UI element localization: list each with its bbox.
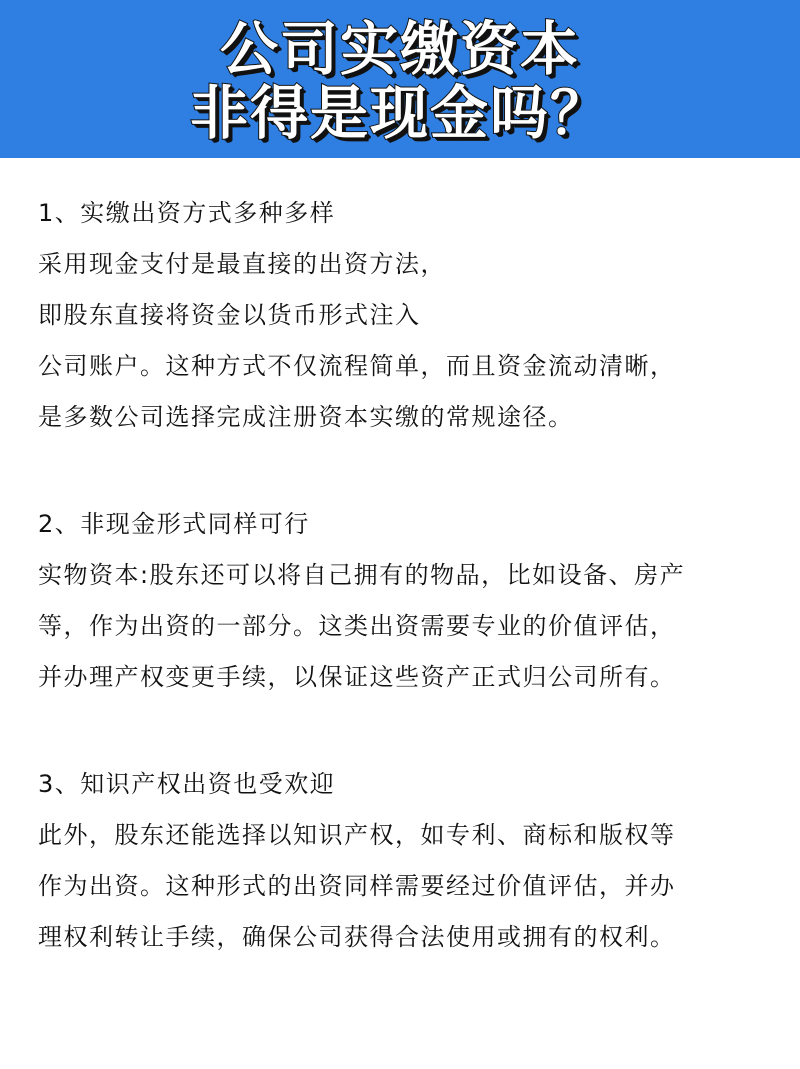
paragraph-line: 此外，股东还能选择以知识产权，如专利、商标和版权等 [38,821,676,849]
page-title-line-1: 公司实缴资本 [219,15,580,83]
paragraph-line: 并办理产权变更手续，以保证这些资产正式归公司所有。 [38,663,676,691]
paragraph-line: 实物资本:股东还可以将自己拥有的物品，比如设备、房产 [38,561,686,589]
section-cash-contribution [38,188,778,443]
section-heading: 3、知识产权出资也受欢迎 [38,770,336,798]
section-heading: 2、非现金形式同样可行 [38,510,310,538]
section-ip-contribution [38,759,778,963]
section-non-cash-contribution [38,499,778,703]
paragraph-line: 等，作为出资的一部分。这类出资需要专业的价值评估， [38,612,676,640]
paragraph-line: 采用现金支付是最直接的出资方法， [38,250,446,278]
section-heading: 1、实缴出资方式多种多样 [38,199,336,227]
article-body [38,188,778,963]
title-banner [0,0,800,158]
paragraph-line: 即股东直接将资金以货币形式注入 [38,301,421,329]
paragraph-line: 公司账户。这种方式不仅流程简单，而且资金流动清晰， [38,352,676,380]
page-title-line-2: 非得是现金吗？ [189,79,610,147]
paragraph-line: 理权利转让手续，确保公司获得合法使用或拥有的权利。 [38,923,676,951]
paragraph-line: 作为出资。这种形式的出资同样需要经过价值评估，并办 [38,872,676,900]
paragraph-line: 是多数公司选择完成注册资本实缴的常规途径。 [38,403,574,431]
